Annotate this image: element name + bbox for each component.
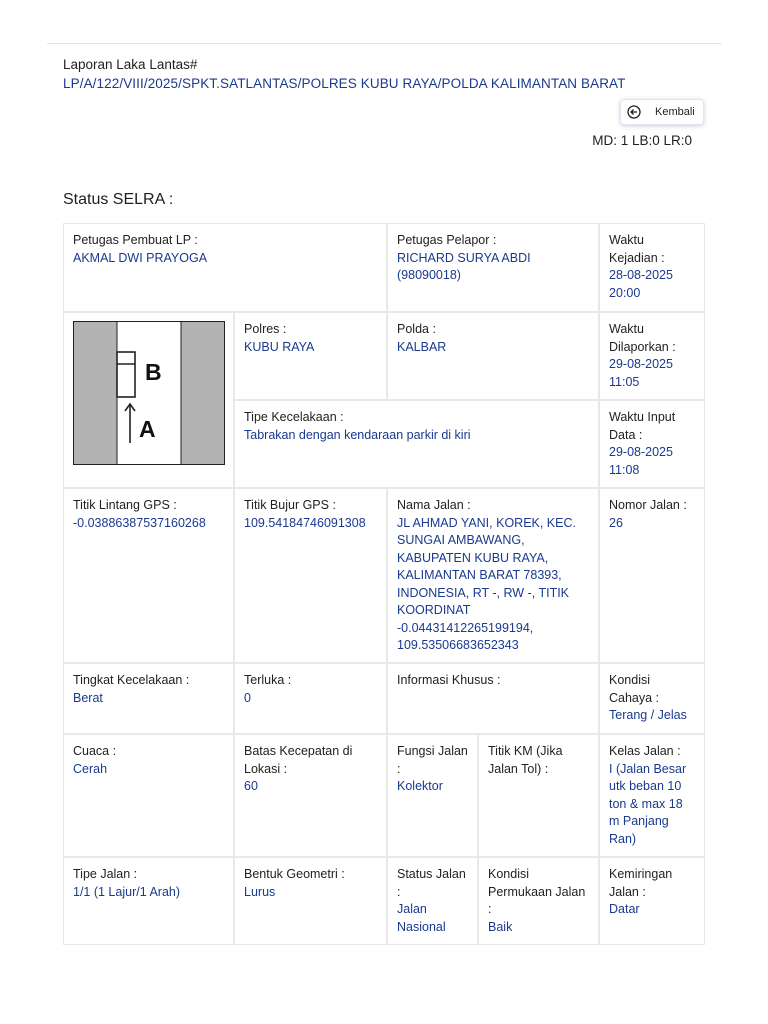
field-label: Titik Lintang GPS : [73,498,177,512]
field-label: Nomor Jalan : [609,498,687,512]
field-value: KUBU RAYA [244,339,315,354]
field-label: Kemiringan Jalan : [609,867,673,899]
field-value: 1/1 (1 Lajur/1 Arah) [73,884,181,899]
field-waktu-kejadian [599,223,705,312]
field-label: Tingkat Kecelakaan : [73,673,190,687]
field-label: Nama Jalan : [397,498,471,512]
field-polda [387,312,599,400]
field-value: 109.54184746091308 [244,515,366,530]
field-titik-km [478,734,599,857]
report-label: Laporan Laka Lantas# [63,57,198,72]
field-waktu-dilaporkan [599,312,705,400]
field-kondisi-permukaan [478,857,599,945]
field-value: Berat [73,690,103,705]
field-label: Waktu Input Data : [609,410,676,442]
field-nomor-jalan [599,488,705,663]
field-label: Tipe Kecelakaan : [244,410,344,424]
report-number: LP/A/122/VIII/2025/SPKT.SATLANTAS/POLRES KUBU RAYA/POLDA KALIMANTAN BARAT [63,76,626,91]
field-label: Polres : [244,322,287,336]
back-button-label: Kembali [655,106,695,118]
field-status-jalan [387,857,478,945]
field-value: AKMAL DWI PRAYOGA [73,250,208,265]
field-batas-kecepatan [234,734,387,857]
field-value: Cerah [73,761,108,776]
field-label: Informasi Khusus : [397,673,501,687]
field-label: Terluka : [244,673,292,687]
field-waktu-input [599,400,705,488]
field-value: 28-08-2025 20:00 [609,268,673,300]
field-tipe-jalan [63,857,234,945]
field-value: Datar [609,902,640,916]
field-label: Kondisi Cahaya : [609,673,660,705]
accident-sketch-cell [63,312,234,488]
field-label: Tipe Jalan : [73,867,138,881]
circle-arrow-left-icon [627,105,641,119]
field-value: I (Jalan Besar utk beban 10 ton & max 18 m Panjang Ran) [609,761,687,846]
field-titik-lintang [63,488,234,663]
field-tipe-kecelakaan [234,400,599,488]
field-value: Kolektor [397,779,443,793]
field-value: Baik [488,919,513,934]
road-shoulder-left [74,322,117,464]
field-kelas-jalan [599,734,705,857]
field-value: -0.03886387537160268 [73,515,206,530]
field-label: Batas Kecepatan di Lokasi : [244,744,353,776]
field-cuaca [63,734,234,857]
field-label: Status Jalan : [397,867,466,899]
top-divider [47,43,722,44]
field-label: Waktu Dilaporkan : [609,322,676,354]
field-value: 26 [609,515,623,530]
field-label: Petugas Pembuat LP : [73,233,198,247]
field-petugas-pembuat [63,223,387,312]
accident-sketch [73,321,225,465]
field-value: Lurus [244,884,276,899]
field-kemiringan-jalan [599,857,705,945]
field-value: 60 [244,779,258,793]
field-label: Titik Bujur GPS : [244,498,336,512]
field-label: Polda : [397,322,436,336]
field-terluka [234,663,387,734]
field-petugas-pelapor [387,223,599,312]
field-label: Bentuk Geometri : [244,867,345,881]
field-value: KALBAR [397,339,447,354]
field-fungsi-jalan [387,734,478,857]
field-value: Tabrakan dengan kendaraan parkir di kiri [244,427,471,442]
vehicle-b-label: B [145,359,162,385]
field-value: JL AHMAD YANI, KOREK, KEC. SUNGAI AMBAWANG, KABUPATEN KUBU RAYA, KALIMANTAN BARAT 78393, INDONESIA, RT -, RW -, TITIK KOORDINAT -0.04431412265199194, 109.53506683652343 [397,515,576,652]
field-value: Jalan Nasional [397,902,446,934]
field-value: 29-08-2025 11:05 [609,357,673,389]
field-value: 29-08-2025 11:08 [609,445,673,477]
field-nama-jalan [387,488,599,663]
report-detail-grid [63,223,705,945]
field-tingkat-kecelakaan [63,663,234,734]
field-label: Kelas Jalan : [609,744,681,758]
field-bentuk-geometri [234,857,387,945]
back-button[interactable] [620,99,704,125]
field-label: Titik KM (Jika Jalan Tol) : [488,744,563,776]
field-label: Fungsi Jalan : [397,744,468,776]
field-polres [234,312,387,400]
road-shoulder-right [181,322,224,464]
field-titik-bujur [234,488,387,663]
vehicle-a-label: A [139,416,156,442]
field-informasi-khusus [387,663,599,734]
field-value: 0 [244,690,251,705]
field-label: Cuaca : [73,744,117,758]
field-kondisi-cahaya [599,663,705,734]
vehicle-b-box [117,352,135,397]
field-label: Waktu Kejadian : [609,233,665,265]
status-title: Status SELRA : [63,191,174,208]
field-label: Kondisi Permukaan Jalan : [488,867,586,916]
casualty-summary: MD: 1 LB:0 LR:0 [592,133,692,148]
field-value: RICHARD SURYA ABDI (98090018) [397,250,531,282]
field-value: Terang / Jelas [609,708,687,722]
field-label: Petugas Pelapor : [397,233,497,247]
